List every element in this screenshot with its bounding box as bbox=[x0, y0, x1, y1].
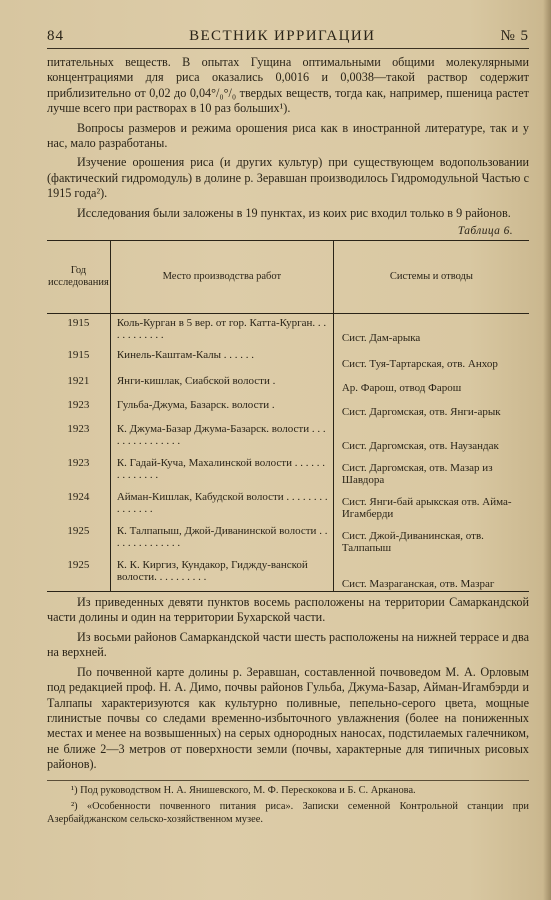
cell-system: Сист. Джой-Диванинская, отв. Талпапыш bbox=[333, 522, 529, 556]
paragraph: Вопросы размеров и режима орошения риса как в иностранной литературе, так и у нас, мало разработаны. bbox=[47, 120, 529, 151]
cell-year: 1924 bbox=[67, 490, 90, 503]
table-row bbox=[47, 314, 529, 346]
page-number: 84 bbox=[47, 28, 64, 44]
cell-system: Сист. Туя-Тартарская, отв. Анхор bbox=[333, 346, 529, 372]
paragraph: Из восьми районов Самаркандской части шесть расположены на нижней террасе и два на верхней. bbox=[47, 629, 529, 660]
cell-place: Янги-кишлак, Сиабской волости . bbox=[110, 372, 333, 396]
table-row bbox=[47, 372, 529, 396]
body-text bbox=[47, 55, 529, 221]
body-text-after-table bbox=[47, 595, 529, 772]
cell-year: 1925 bbox=[67, 524, 90, 537]
data-table bbox=[47, 240, 529, 592]
cell-system: Сист. Мазраганская, отв. Мазраг bbox=[333, 556, 529, 592]
page-edge-shadow bbox=[543, 0, 551, 900]
cell-place: К. Талпапыш, Джой-Диванинской волости . . . . . . . . . . . . . . bbox=[110, 522, 333, 556]
cell-year: 1923 bbox=[67, 456, 90, 469]
table-row bbox=[47, 346, 529, 372]
cell-system: Сист. Даргомская, отв. Мазар из Шавдора bbox=[333, 454, 529, 488]
cell-place: К. Гадай-Куча, Махалинской волости . . . . . . . . . . . . . . bbox=[110, 454, 333, 488]
cell-place: Коль-Курган в 5 вер. от гор. Катта-Курган. . . . . . . . . . . . bbox=[110, 314, 333, 346]
footnote: ²) «Особенности почвенного питания риса». Записки семенной Контрольной станции при Азербайджанском сельско-хозяйственном музее. bbox=[47, 800, 529, 825]
issue-number: № 5 bbox=[500, 28, 529, 44]
footnotes bbox=[47, 780, 529, 826]
cell-place: Айман-Кишлак, Кабудской волости . . . . . . . . . . . . . . . bbox=[110, 488, 333, 522]
table-row bbox=[47, 420, 529, 454]
cell-place: К. Джума-Базар Джума-Базарск. волости . . . . . . . . . . . . . . . bbox=[110, 420, 333, 454]
paragraph: По почвенной карте долины р. Зеравшан, составленной почвоведом М. А. Орловым под редакцией проф. Н. А. Димо, почвы районов Гульба, Джума-Базар, Айман-Игамбэрди и Талпапы характеризуются как культурно поливные, пепельно-серого цвета, мощные глинистые почвы со следами временно-избыточного увлажнения (более на пониженных местах и менее на возвышенных) на серых однородных наносах, подстилаемых галечником, не ближе 2—3 метров от поверхности земли (почвы, характерные для типичных рисовых районов). bbox=[47, 664, 529, 772]
table-row bbox=[47, 556, 529, 592]
paragraph: Исследования были заложены в 19 пунктах, из коих рис входил только в 9 районов. bbox=[77, 205, 511, 220]
paragraph: питательных веществ. В опытах Гущина оптимальными общими молекулярными концентрациями для риса оказались 0,0016 и 0,0038—такой раствор содержит приблизительно от 0,02 до 0,04°/₀°/₀ твердых веществ, тогда как, например, пшеница растет лучше всего при растворах в 10 раз больших¹). bbox=[47, 55, 529, 116]
paragraph: Изучение орошения риса (и других культур) при существующем водопользовании (фактический гидромодуль) в долине р. Зеравшан производилось Гидромодульной Частью с 1915 года²). bbox=[47, 155, 529, 201]
cell-system: Сист. Дам-арыка bbox=[333, 314, 529, 346]
table-row bbox=[47, 522, 529, 556]
table-row bbox=[47, 488, 529, 522]
cell-system: Сист. Янги-бай арыкская отв. Айма-Игамберди bbox=[333, 488, 529, 522]
footnote: ¹) Под руководством Н. А. Янишевского, М. Ф. Перескокова и Б. С. Арканова. bbox=[71, 784, 416, 796]
cell-year: 1923 bbox=[67, 422, 90, 435]
cell-year: 1925 bbox=[67, 558, 90, 571]
paragraph: Из приведенных девяти пунктов восемь расположены на территории Самаркандской части долины и один на территории Бухарской части. bbox=[47, 595, 529, 625]
column-header-system: Системы и отводы bbox=[333, 241, 529, 314]
cell-year: 1915 bbox=[67, 348, 90, 361]
table-row bbox=[47, 454, 529, 488]
table-row bbox=[47, 396, 529, 420]
column-header-year: Год исследования bbox=[47, 241, 110, 314]
cell-place: К. К. Киргиз, Кундакор, Гиджду-ванской волости. . . . . . . . . . bbox=[110, 556, 333, 592]
cell-place: Гульба-Джума, Базарск. волости . bbox=[110, 396, 333, 420]
table-caption: Таблица 6. bbox=[457, 225, 513, 238]
cell-system: Сист. Даргомская, отв. Янги-арык bbox=[333, 396, 529, 420]
column-header-place: Место производства работ bbox=[110, 241, 333, 314]
cell-place: Кинель-Каштам-Калы . . . . . . bbox=[110, 346, 333, 372]
cell-year: 1915 bbox=[67, 317, 90, 330]
cell-system: Ар. Фарош, отвод Фарош bbox=[333, 372, 529, 396]
journal-title: ВЕСТНИК ИРРИГАЦИИ bbox=[189, 28, 376, 44]
cell-year: 1923 bbox=[67, 398, 90, 411]
cell-year: 1921 bbox=[67, 374, 90, 387]
page-header bbox=[47, 28, 529, 49]
cell-system: Сист. Даргомская, отв. Наузандак bbox=[333, 420, 529, 454]
